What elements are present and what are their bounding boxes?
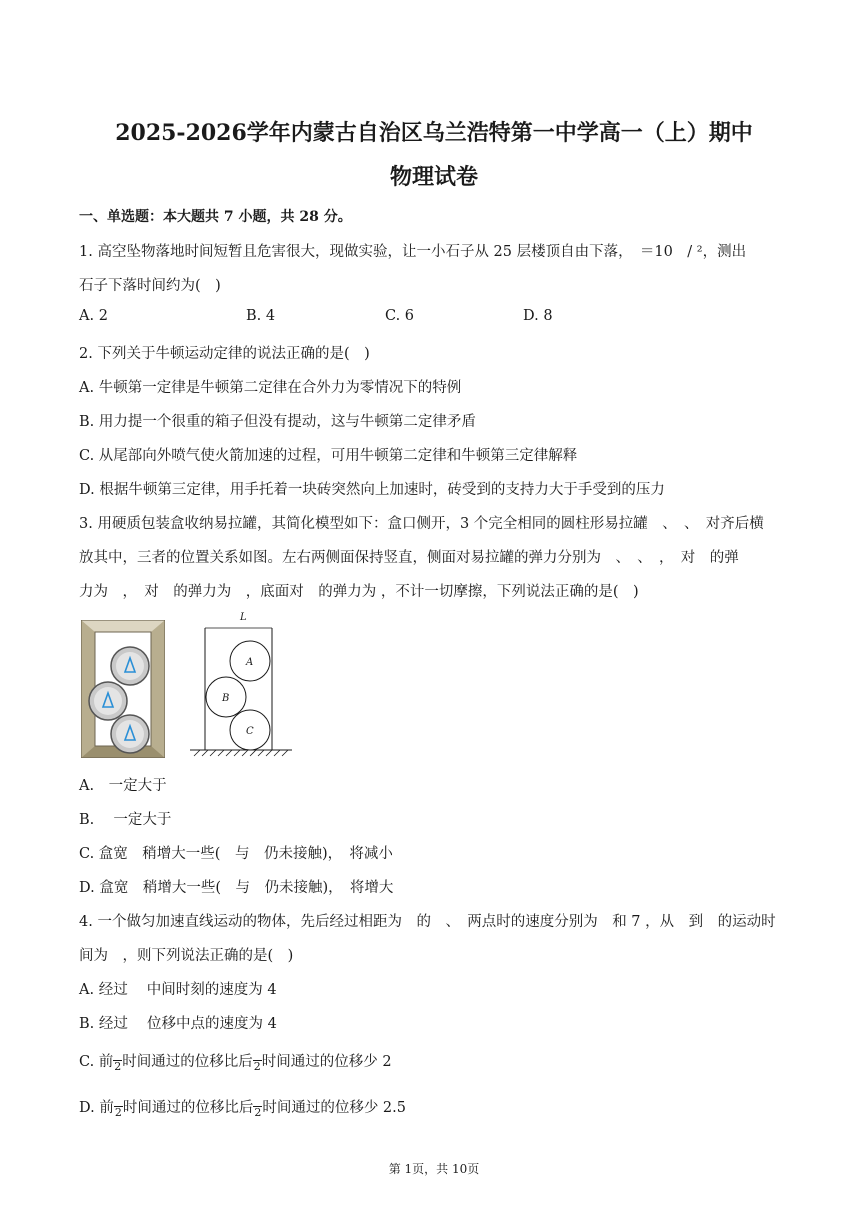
q4-option-d-part1: D. 前: [79, 1100, 114, 1116]
q4-option-d: [79, 1096, 406, 1117]
diagram-label-b: B: [222, 693, 230, 704]
diagram-label-c: C: [246, 726, 254, 737]
q4-option-c-part2: 时间通过的位移比后: [122, 1054, 253, 1070]
fraction-half: [113, 1053, 122, 1071]
can-a: [111, 647, 149, 685]
fraction-half: [253, 1099, 262, 1117]
q4-option-b: B. 经过 位移中点的速度为 4: [79, 1016, 277, 1032]
fraction-denominator: 2: [254, 1106, 262, 1119]
q1-option-c: C. 6: [385, 308, 415, 324]
can-b: [89, 682, 127, 720]
q3-option-c: C. 盒宽 稍增大一些( 与 仍未接触)， 将减小: [79, 846, 393, 862]
exam-title-line2: 物理试卷: [389, 164, 478, 190]
q4-option-c-part1: C. 前: [79, 1054, 114, 1070]
diagram-label-a: A: [246, 657, 254, 668]
can-box-photo: [81, 620, 165, 758]
can-c: [111, 715, 149, 753]
fraction-denominator: 2: [114, 1106, 122, 1119]
q2-stem: 2. 下列关于牛顿运动定律的说法正确的是( ): [79, 346, 370, 362]
q3-option-d: D. 盒宽 稍增大一些( 与 仍未接触)， 将增大: [79, 880, 394, 896]
page-footer: 第 1页，共 10页: [388, 1162, 480, 1176]
q3-stem-line2: 放其中，三者的位置关系如图。左右两侧面保持竖直，侧面对易拉罐的弹力分别为 、 、 ， 对 的弹: [79, 550, 739, 566]
section-heading: 一、单选题：本大题共 7 小题，共 28 分。: [79, 209, 352, 225]
q2-option-b: B. 用力提一个很重的箱子但没有提动，这与牛顿第二定律矛盾: [79, 414, 476, 430]
q1-option-b: B. 4: [246, 308, 276, 324]
q4-stem-line1: 4. 一个做匀加速直线运动的物体，先后经过相距为 的 、 两点时的速度分别为 和 7 ，从 到 的运动时: [79, 914, 776, 930]
q4-option-c-part3: 时间通过的位移少 2: [261, 1054, 392, 1070]
q3-stem-line1: 3. 用硬质包装盒收纳易拉罐，其简化模型如下：盒口侧开，3 个完全相同的圆柱形易拉罐 、 、 对齐后横: [79, 516, 764, 532]
q4-option-d-part3: 时间通过的位移少 2.5: [262, 1100, 406, 1116]
q2-option-d: D. 根据牛顿第三定律，用手托着一块砖突然向上加速时，砖受到的支持力大于手受到的压力: [79, 482, 665, 498]
q1-stem-line2: 石子下落时间约为( ): [79, 278, 221, 294]
q2-option-a: A. 牛顿第一定律是牛顿第二定律在合外力为零情况下的特例: [79, 380, 462, 396]
fraction-denominator: 2: [253, 1060, 261, 1073]
q2-option-c: C. 从尾部向外喷气使火箭加速的过程，可用牛顿第二定律和牛顿第三定律解释: [79, 448, 578, 464]
q1-option-a: A. 2: [79, 308, 108, 324]
q3-option-a: A. 一定大于: [79, 778, 167, 794]
can-box-diagram: [188, 610, 298, 758]
q3-stem-line3: 力为 ， 对 的弹力为 ，底面对 的弹力为 ，不计一切摩擦，下列说法正确的是( ): [79, 584, 639, 600]
q1-stem-line1: 1. 高空坠物落地时间短暂且危害很大，现做实验，让一小石子从 25 层楼顶自由下落， ＝10 / ²，测出: [79, 244, 747, 260]
exam-title-line1: 2025-2026学年内蒙古自治区乌兰浩特第一中学高一（上）期中: [115, 120, 753, 146]
q4-option-a: A. 经过 中间时刻的速度为 4: [79, 982, 277, 998]
q4-option-c: [79, 1050, 392, 1071]
fraction-half: [253, 1053, 262, 1071]
fraction-denominator: 2: [114, 1060, 122, 1073]
diagram-label-l: L: [240, 612, 247, 623]
q3-option-b: B. 一定大于: [79, 812, 172, 828]
q4-stem-line2: 间为 ，则下列说法正确的是( ): [79, 948, 294, 964]
q4-option-d-part2: 时间通过的位移比后: [122, 1100, 254, 1116]
q1-option-d: D. 8: [523, 308, 553, 324]
fraction-half: [114, 1099, 123, 1117]
